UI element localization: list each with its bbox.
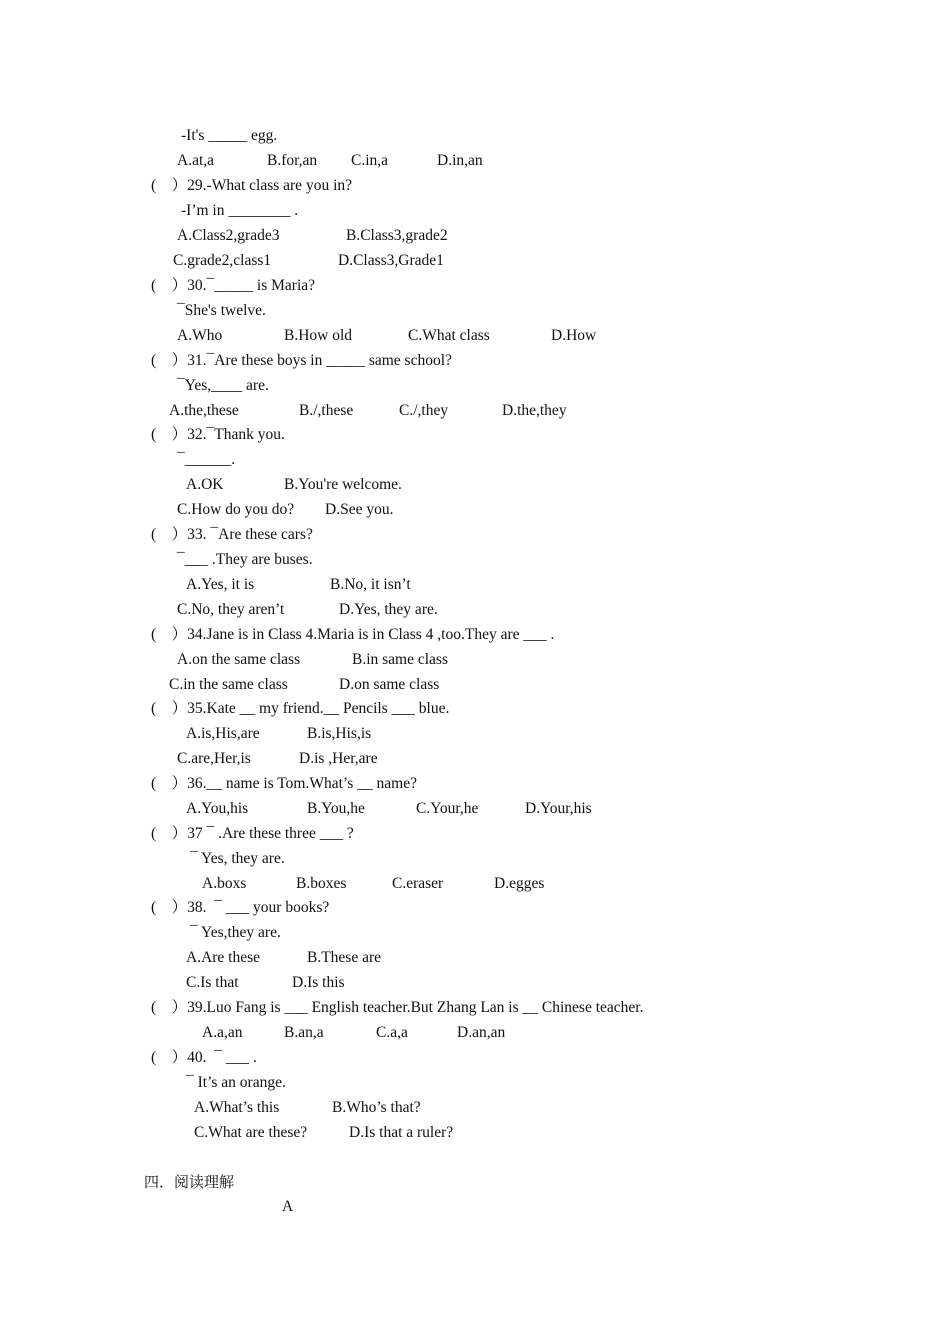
q28-option-a: A.at,a [177,152,215,169]
q31-question: ( ）31.¯Are these boys in _____ same school? [151,352,452,369]
q35-option-a: A.is,His,are [186,725,260,742]
q29-option-a: A.Class2,grade3 [177,227,280,244]
q37-option-d: D.egges [494,875,545,892]
q38-option-c: C.Is that [186,974,239,991]
q36-option-c: C.Your,he [416,800,479,817]
q30-question: ( ）30.¯_____ is Maria? [151,277,316,294]
q36-option-d: D.Your,his [525,800,592,817]
q40-question: ( ）40. ¯ ___ . [151,1049,257,1066]
q28-option-d: D.in,an [437,152,483,169]
q35-option-d: D.is ,Her,are [299,750,378,767]
q33-option-b: B.No, it isn’t [330,576,411,593]
q29-option-c: C.grade2,class1 [173,252,272,269]
q36-option-b: B.You,he [307,800,365,817]
q29-answer-line: -I’m in ________ . [181,202,299,219]
q29-option-b: B.Class3,grade2 [346,227,448,244]
q33-option-c: C.No, they aren’t [177,601,285,618]
q30-option-c: C.What class [408,327,490,344]
q35-question: ( ）35.Kate __ my friend.__ Pencils ___ blue. [151,700,450,717]
q38-option-b: B.These are [307,949,382,966]
q33-option-a: A.Yes, it is [186,576,255,593]
q34-option-d: D.on same class [339,676,440,693]
q30-answer-line: ¯She's twelve. [177,302,266,319]
q31-option-b: B./,these [299,402,354,419]
q39-option-c: C.a,a [376,1024,408,1041]
q35-option-c: C.are,Her,is [177,750,251,767]
q40-option-d: D.Is that a ruler? [349,1124,454,1141]
q29-question: ( ）29.-What class are you in? [151,177,353,194]
q32-question: ( ）32.¯Thank you. [151,426,285,443]
q38-answer-line: ¯ Yes,they are. [190,924,281,941]
q33-answer-line: ¯___ .They are buses. [177,551,313,568]
passage-label: A [282,1198,294,1215]
q40-option-a: A.What’s this [194,1099,280,1116]
q28-answer-line: -It's _____ egg. [181,127,278,144]
q34-option-a: A.on the same class [177,651,301,668]
q30-option-d: D.How [551,327,597,344]
q40-option-b: B.Who’s that? [332,1099,421,1116]
q32-option-c: C.How do you do? [177,501,295,518]
q38-option-d: D.Is this [292,974,345,991]
q31-option-a: A.the,these [169,402,239,419]
q29-option-d: D.Class3,Grade1 [338,252,444,269]
q30-option-b: B.How old [284,327,353,344]
q32-option-a: A.OK [186,476,224,493]
q30-option-a: A.Who [177,327,223,344]
q34-option-c: C.in the same class [169,676,288,693]
q35-option-b: B.is,His,is [307,725,372,742]
q28-option-c: C.in,a [351,152,389,169]
q38-question: ( ）38. ¯ ___ your books? [151,899,330,916]
q40-answer-line: ¯ It’s an orange. [186,1074,286,1091]
q32-option-d: D.See you. [325,501,394,518]
q32-answer-line: ¯______. [177,451,236,468]
q31-option-c: C./,they [399,402,449,419]
q39-option-b: B.an,a [284,1024,324,1041]
q37-option-c: C.eraser [392,875,444,892]
q37-option-a: A.boxs [202,875,247,892]
q28-option-b: B.for,an [267,152,318,169]
q39-option-d: D.an,an [457,1024,506,1041]
q40-option-c: C.What are these? [194,1124,308,1141]
q36-option-a: A.You,his [186,800,249,817]
section-heading: 四．阅读理解 [144,1173,235,1191]
q37-question: ( ）37 ¯ .Are these three ___ ? [151,825,354,842]
q33-question: ( ）33. ¯Are these cars? [151,526,313,543]
q38-option-a: A.Are these [186,949,261,966]
q37-option-b: B.boxes [296,875,347,892]
q32-option-b: B.You're welcome. [284,476,402,493]
q36-question: ( ）36.__ name is Tom.What’s __ name? [151,775,417,792]
q39-question: ( ）39.Luo Fang is ___ English teacher.But Zhang Lan is __ Chinese teacher. [151,999,644,1016]
q34-option-b: B.in same class [352,651,448,668]
q33-option-d: D.Yes, they are. [339,601,438,618]
q37-answer-line: ¯ Yes, they are. [190,850,285,867]
q31-option-d: D.the,they [502,402,567,419]
q31-answer-line: ¯Yes,____ are. [177,377,269,394]
q34-question: ( ）34.Jane is in Class 4.Maria is in Class 4 ,too.They are ___ . [151,626,555,643]
q39-option-a: A.a,an [202,1024,243,1041]
